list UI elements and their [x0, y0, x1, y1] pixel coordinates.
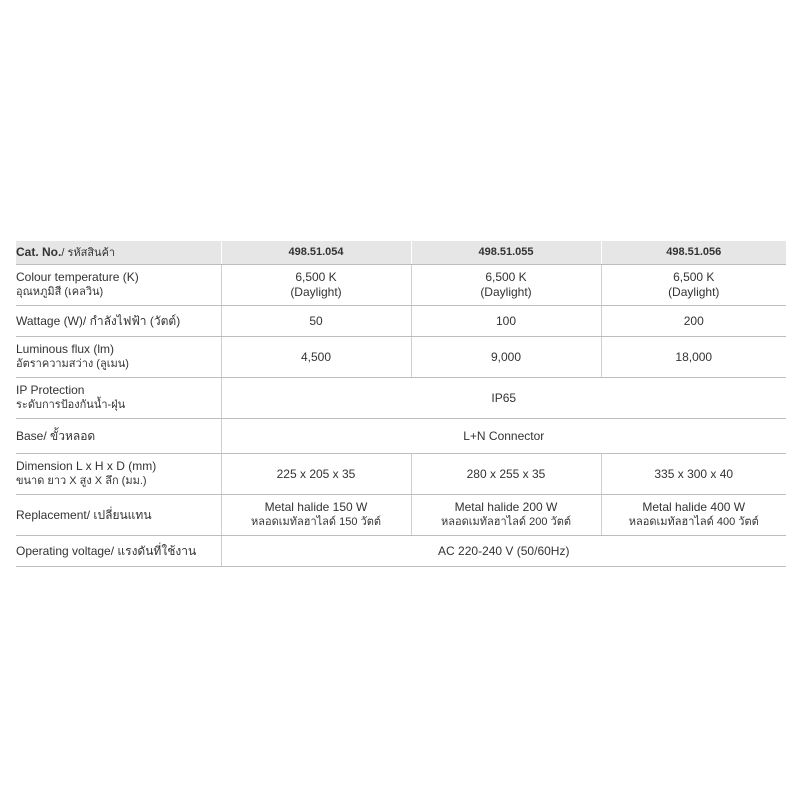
header-label-cell [16, 241, 221, 265]
table-cell-merged: AC 220-240 V (50/60Hz) [221, 536, 786, 567]
cell-line: 6,500 K [295, 270, 337, 284]
table-cell: 50 [221, 306, 411, 337]
table-cell-merged: L+N Connector [221, 419, 786, 454]
row-label [16, 378, 221, 419]
table-cell: 9,000 [411, 337, 601, 378]
cell-line: Metal halide 150 W [264, 500, 368, 514]
table-row-base [16, 419, 786, 454]
row-label [16, 337, 221, 378]
row-label: Operating voltage/ แรงดันที่ใช้งาน [16, 536, 221, 567]
row-label-th: ขนาด ยาว X สูง X ลึก (มม.) [16, 475, 147, 487]
row-label [16, 265, 221, 306]
row-label-en: Dimension L x H x D (mm) [16, 459, 157, 473]
cell-line: Metal halide 200 W [454, 500, 558, 514]
cell-line: Metal halide 400 W [642, 500, 746, 514]
row-label-th: อุณหภูมิสี (เคลวิน) [16, 286, 104, 298]
table-cell [601, 495, 786, 536]
cell-line: 6,500 K [673, 270, 715, 284]
header-label-sep: / [61, 246, 68, 259]
table-cell: 100 [411, 306, 601, 337]
table-cell: 335 x 300 x 40 [601, 454, 786, 495]
table-cell: 225 x 205 x 35 [221, 454, 411, 495]
cell-line: หลอดเมทัลฮาไลด์ 150 วัตต์ [251, 516, 381, 528]
table-row-dimension [16, 454, 786, 495]
table-cell: 18,000 [601, 337, 786, 378]
row-label-en: Colour temperature (K) [16, 270, 139, 284]
header-label-en: Cat. No. [16, 244, 62, 259]
cell-line: (Daylight) [290, 285, 342, 299]
table-row-operating-voltage [16, 536, 786, 567]
cell-line: หลอดเมทัลฮาไลด์ 400 วัตต์ [628, 516, 759, 528]
table-cell [221, 495, 411, 536]
spec-table [16, 241, 786, 567]
table-row-luminous-flux [16, 337, 786, 378]
cell-line: 6,500 K [485, 270, 527, 284]
table-row-replacement [16, 495, 786, 536]
row-label-en: Luminous flux (lm) [16, 342, 115, 356]
row-label-th: ระดับการป้องกันน้ำ-ฝุ่น [16, 399, 126, 411]
table-row-ip-protection [16, 378, 786, 419]
model-number: 498.51.056 [601, 241, 786, 265]
table-cell-merged: IP65 [221, 378, 786, 419]
row-label: Wattage (W)/ กำลังไฟฟ้า (วัตต์) [16, 306, 221, 337]
table-cell: 200 [601, 306, 786, 337]
cell-line: หลอดเมทัลฮาไลด์ 200 วัตต์ [441, 516, 571, 528]
table-header-row [16, 241, 786, 265]
header-label-th: รหัสสินค้า [67, 246, 116, 259]
row-label: Base/ ขั้วหลอด [16, 419, 221, 454]
table-cell: 280 x 255 x 35 [411, 454, 601, 495]
table-cell [221, 265, 411, 306]
table-cell [411, 265, 601, 306]
model-number: 498.51.054 [221, 241, 411, 265]
row-label-th: อัตราความสว่าง (ลูเมน) [16, 358, 129, 370]
row-label-en: IP Protection [16, 383, 85, 397]
model-number: 498.51.055 [411, 241, 601, 265]
table-cell [601, 265, 786, 306]
table-cell [411, 495, 601, 536]
table-row-wattage [16, 306, 786, 337]
cell-line: (Daylight) [668, 285, 720, 299]
table-cell: 4,500 [221, 337, 411, 378]
table-row-colour-temperature [16, 265, 786, 306]
row-label [16, 454, 221, 495]
row-label: Replacement/ เปลี่ยนแทน [16, 495, 221, 536]
cell-line: (Daylight) [480, 285, 532, 299]
